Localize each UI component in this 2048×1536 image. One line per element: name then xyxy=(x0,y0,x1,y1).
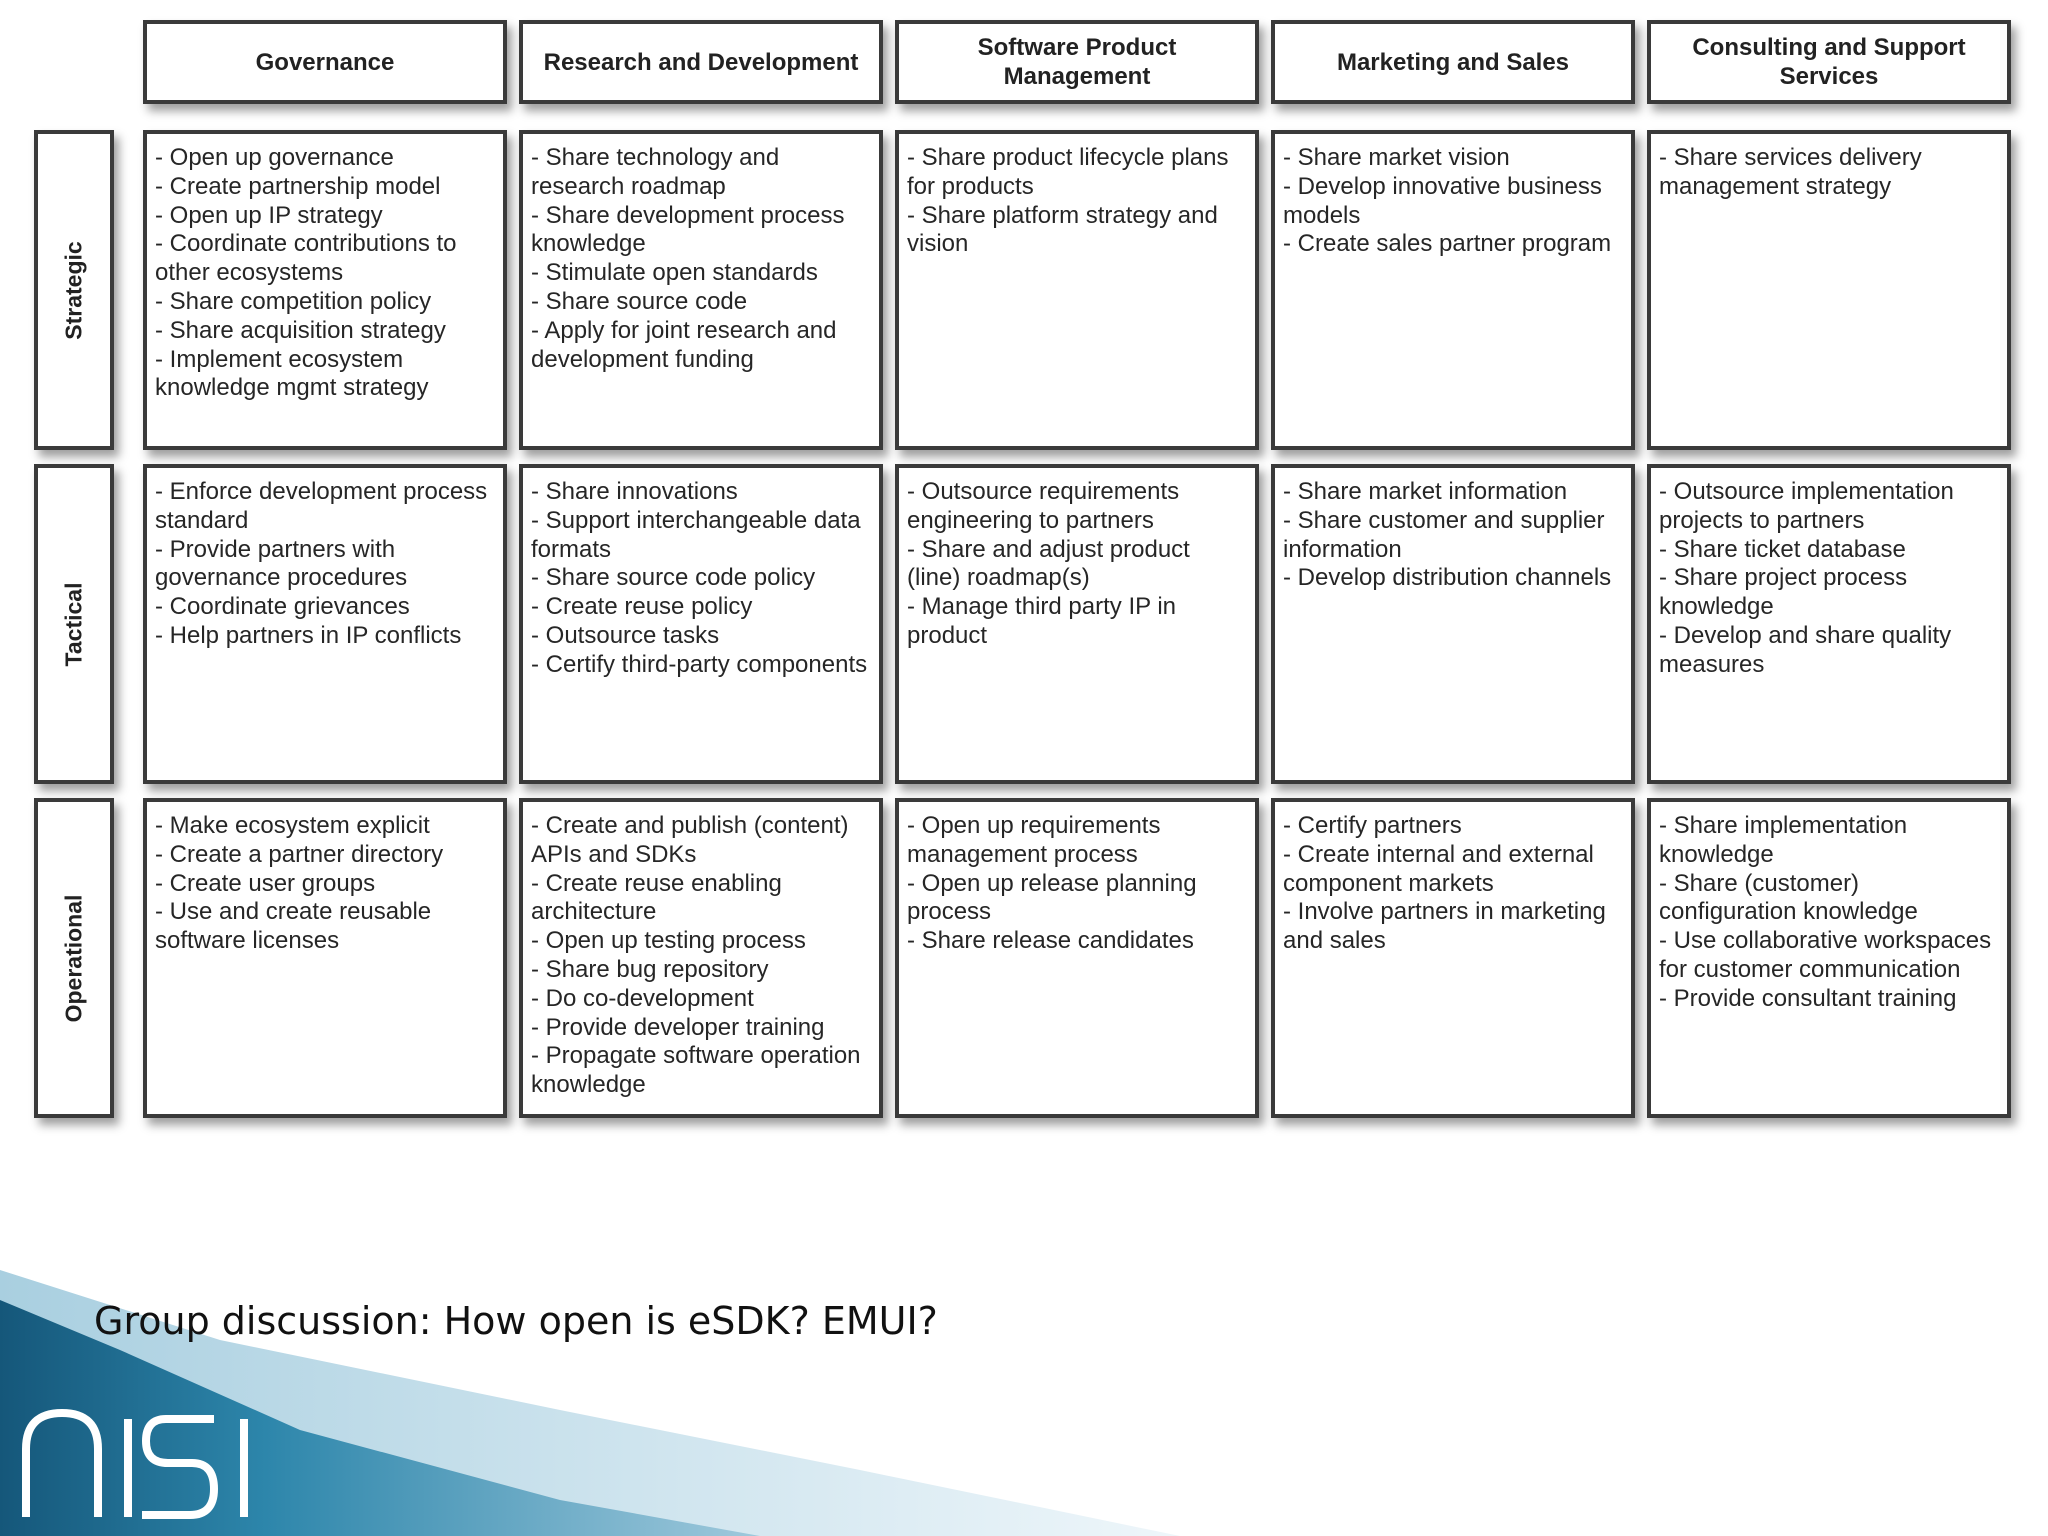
cell-item: - Provide developer training xyxy=(531,1013,825,1041)
cell-operational-research-development xyxy=(519,798,883,1118)
cell-item: - Create reuse enabling architecture xyxy=(531,869,782,926)
cell-strategic-software-product-management xyxy=(895,130,1259,450)
cell-item: - Create and publish (content) APIs and SDKs xyxy=(531,812,849,868)
cell-item: - Outsource implementation projects to partners xyxy=(1659,478,1954,534)
cell-item: - Coordinate contributions to other ecosystems xyxy=(155,230,457,287)
cell-item: - Use and create reusable software licenses xyxy=(155,898,432,955)
column-header-software-product-management: Software Product Management xyxy=(895,20,1259,104)
cell-operational-consulting-support xyxy=(1647,798,2011,1118)
cell-item: - Provide consultant training xyxy=(1659,984,1957,1012)
cell-tactical-consulting-support xyxy=(1647,464,2011,784)
column-header-governance: Governance xyxy=(143,20,507,104)
cell-item: - Do co-development xyxy=(531,984,754,1012)
cell-item: - Open up requirements management process xyxy=(907,812,1161,868)
discussion-caption: Group discussion: How open is eSDK? EMUI? xyxy=(94,1299,938,1343)
cell-item: - Support interchangeable data formats xyxy=(531,506,861,563)
row-header-operational xyxy=(34,798,114,1118)
cell-item: - Open up governance xyxy=(155,144,394,171)
cell-item: - Outsource requirements engineering to partners xyxy=(907,478,1180,534)
cell-item: - Coordinate grievances xyxy=(155,593,410,621)
cell-tactical-marketing-sales xyxy=(1271,464,1635,784)
cell-item: - Certify third-party components xyxy=(531,650,868,678)
cell-item: - Apply for joint research and development funding xyxy=(531,316,837,373)
cell-item: - Involve partners in marketing and sales xyxy=(1283,898,1606,955)
row-header-label: Operational xyxy=(60,894,87,1022)
cell-item: - Implement ecosystem knowledge mgmt strategy xyxy=(155,345,429,402)
cell-item: - Create sales partner program xyxy=(1283,230,1612,258)
cell-item: - Create user groups xyxy=(155,869,376,897)
row-header-strategic xyxy=(34,130,114,450)
cell-tactical-software-product-management xyxy=(895,464,1259,784)
cell-item: - Share bug repository xyxy=(531,955,769,983)
cell-item: - Share market information xyxy=(1283,478,1568,505)
cell-strategic-consulting-support xyxy=(1647,130,2011,450)
cell-item: - Create partnership model xyxy=(155,172,441,200)
cell-tactical-research-development xyxy=(519,464,883,784)
column-header-consulting-support: Consulting and Support Services xyxy=(1647,20,2011,104)
cell-item: - Develop distribution channels xyxy=(1283,564,1612,592)
cell-tactical-governance xyxy=(143,464,507,784)
cell-item: - Make ecosystem explicit xyxy=(155,812,430,839)
column-header-research-development: Research and Development xyxy=(519,20,883,104)
cell-item: - Share technology and research roadmap xyxy=(531,144,780,200)
cell-item: - Share platform strategy and vision xyxy=(907,201,1218,258)
cell-item: - Share customer and supplier information xyxy=(1283,506,1605,563)
cell-item: - Share release candidates xyxy=(907,927,1194,955)
cell-operational-marketing-sales xyxy=(1271,798,1635,1118)
cell-item: - Open up IP strategy xyxy=(155,201,383,229)
cell-item: - Share project process knowledge xyxy=(1659,564,1908,621)
cell-item: - Create reuse policy xyxy=(531,593,753,621)
cell-strategic-governance xyxy=(143,130,507,450)
cell-item: - Develop innovative business models xyxy=(1283,172,1602,229)
cell-strategic-research-development xyxy=(519,130,883,450)
cell-item: - Help partners in IP conflicts xyxy=(155,621,462,649)
column-header-marketing-sales: Marketing and Sales xyxy=(1271,20,1635,104)
cell-operational-governance xyxy=(143,798,507,1118)
cell-operational-software-product-management xyxy=(895,798,1259,1118)
cell-item: - Share (customer) configuration knowledge xyxy=(1659,869,1918,926)
row-header-label: Strategic xyxy=(60,240,87,340)
cell-item: - Open up testing process xyxy=(531,927,806,955)
cell-item: - Share innovations xyxy=(531,478,738,505)
cell-item: - Stimulate open standards xyxy=(531,259,818,287)
cell-item: - Share implementation knowledge xyxy=(1659,812,1908,868)
cell-item: - Certify partners xyxy=(1283,812,1462,839)
cell-item: - Open up release planning process xyxy=(907,869,1197,926)
cell-item: - Share product lifecycle plans for products xyxy=(907,144,1229,200)
cell-item: - Enforce development process standard xyxy=(155,478,488,534)
cell-item: - Manage third party IP in product xyxy=(907,593,1177,649)
cell-strategic-marketing-sales xyxy=(1271,130,1635,450)
cell-item: - Share acquisition strategy xyxy=(155,316,446,344)
cell-item: - Provide partners with governance procedures xyxy=(155,535,408,592)
cell-item: - Outsource tasks xyxy=(531,621,720,649)
cell-item: - Develop and share quality measures xyxy=(1659,621,1952,678)
cell-item: - Propagate software operation knowledge xyxy=(531,1042,861,1099)
row-header-label: Tactical xyxy=(60,582,87,666)
cell-item: - Share development process knowledge xyxy=(531,201,845,258)
cell-item: - Share services delivery management strategy xyxy=(1659,144,1922,200)
row-header-tactical xyxy=(34,464,114,784)
cell-item: - Share and adjust product (line) roadmap(s) xyxy=(907,535,1190,592)
cell-item: - Share source code xyxy=(531,287,748,315)
cell-item: - Share source code policy xyxy=(531,564,816,592)
decorative-swoosh xyxy=(0,1200,2048,1536)
cell-item: - Create a partner directory xyxy=(155,840,444,868)
cell-item: - Create internal and external component markets xyxy=(1283,840,1594,897)
cell-item: - Share competition policy xyxy=(155,287,432,315)
cell-item: - Use collaborative workspaces for customer communication xyxy=(1659,927,1992,983)
cell-item: - Share ticket database xyxy=(1659,535,1906,563)
nisi-logo-icon xyxy=(18,1405,263,1523)
cell-item: - Share market vision xyxy=(1283,144,1510,171)
